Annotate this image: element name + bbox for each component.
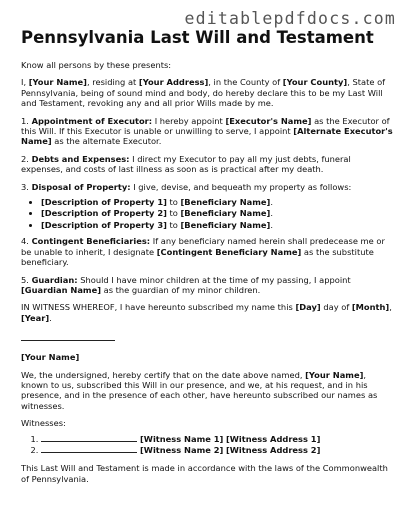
- text: I,: [21, 77, 29, 88]
- section-executor: [21, 116, 393, 147]
- text: I give, devise, and bequeath my property as follows:: [130, 181, 352, 192]
- closing-paragraph: This Last Will and Testament is made in accordance with the laws of the Commonwealth of Pennsylvania.: [21, 463, 388, 484]
- text: as the alternate Executor.: [51, 136, 162, 147]
- section-heading: Disposal of Property:: [31, 181, 131, 192]
- property-field: [Description of Property 1]: [41, 197, 167, 208]
- witness-signature-line: [41, 445, 137, 453]
- witness-address-field: [Witness Address 2]: [225, 444, 321, 455]
- text: as the substitute beneficiary.: [21, 246, 374, 268]
- witness-item: [41, 434, 393, 444]
- witness-whereof-paragraph: [21, 302, 393, 323]
- text: .: [270, 197, 273, 208]
- year-field: [Year]: [21, 312, 50, 323]
- section-number: 5.: [21, 274, 32, 285]
- section-number: 4.: [21, 236, 32, 247]
- text: , State of Pennsylvania, being of sound mind and body, do hereby declare this to be my Last Will and Testament, revoking any and all prior Wills made by me.: [21, 77, 386, 109]
- text: I hereby appoint: [152, 115, 226, 126]
- county-field: [Your County]: [282, 77, 348, 88]
- declaration-paragraph: [21, 77, 393, 108]
- witnesses-label: Witnesses:: [21, 418, 66, 429]
- beneficiary-field: [Beneficiary Name]: [180, 208, 271, 219]
- text: to: [166, 197, 181, 208]
- contingent-beneficiary-field: [Contingent Beneficiary Name]: [156, 246, 302, 257]
- section-number: 3.: [21, 181, 32, 192]
- alternate-executor-field: [Alternate Executor's Name]: [21, 126, 393, 147]
- section-number: 1.: [21, 115, 32, 126]
- testator-name-field: [Your Name]: [28, 77, 87, 88]
- text: to: [166, 219, 181, 230]
- section-contingent: [21, 236, 393, 267]
- site-brand: editablepdfdocs.com: [184, 9, 396, 28]
- property-field: [Description of Property 3]: [41, 219, 167, 230]
- text: as the Executor of this Will. If this Executor is unable or unwilling to serve, I appoint: [21, 115, 390, 137]
- witness-name-field: [Witness Name 1]: [140, 433, 224, 444]
- section-heading: Contingent Beneficiaries:: [31, 236, 151, 247]
- month-field: [Month]: [351, 302, 390, 313]
- property-item: [41, 220, 393, 230]
- text: Should I have minor children at the time of my passing, I appoint: [77, 274, 351, 285]
- section-heading: Guardian:: [31, 274, 78, 285]
- text: I direct my Executor to pay all my just debts, funeral expenses, and costs of last illness as soon as is practical after my death.: [21, 153, 351, 175]
- property-item: [41, 208, 393, 218]
- witness-signature-line: [41, 434, 137, 442]
- text: .: [270, 219, 273, 230]
- witness-address-field: [Witness Address 1]: [225, 433, 321, 444]
- text: to: [166, 208, 181, 219]
- intro-paragraph: Know all persons by these presents:: [21, 60, 172, 70]
- text: .: [270, 208, 273, 219]
- text: day of: [320, 302, 352, 313]
- text: as the guardian of my minor children.: [100, 284, 261, 295]
- text: ,: [389, 302, 392, 313]
- text: , residing at: [86, 77, 139, 88]
- text: , in the County of: [208, 77, 283, 88]
- beneficiary-field: [Beneficiary Name]: [180, 197, 271, 208]
- signature-name: [21, 352, 393, 362]
- section-number: 2.: [21, 153, 32, 164]
- property-item: [41, 197, 393, 207]
- beneficiary-field: [Beneficiary Name]: [180, 219, 271, 230]
- text: IN WITNESS WHEREOF, I have hereunto subscribed my name this: [21, 302, 296, 313]
- document-title: Pennsylvania Last Will and Testament: [21, 28, 374, 47]
- text: If any beneficiary named herein shall predecease me or be unable to inherit, I designate: [21, 236, 385, 257]
- testator-signature-line: [21, 330, 115, 341]
- text: We, the undersigned, hereby certify that on the date above named,: [21, 369, 306, 380]
- property-field: [Description of Property 2]: [41, 208, 167, 219]
- witness-name-field: [Witness Name 2]: [140, 444, 224, 455]
- section-heading: Appointment of Executor:: [31, 115, 153, 126]
- witness-item: [41, 445, 393, 455]
- signature-name-field: [Your Name]: [21, 352, 80, 363]
- witness-list: [21, 434, 393, 456]
- section-property: [21, 182, 393, 192]
- executor-name-field: [Executor's Name]: [225, 115, 312, 126]
- section-heading: Debts and Expenses:: [31, 153, 130, 164]
- attestation-paragraph: [21, 370, 393, 412]
- testator-name-field: [Your Name]: [305, 369, 364, 380]
- section-guardian: [21, 275, 393, 296]
- guardian-name-field: [Guardian Name]: [21, 284, 101, 295]
- section-debts: [21, 154, 393, 175]
- day-field: [Day]: [295, 302, 321, 313]
- text: .: [49, 312, 52, 323]
- will-body: [21, 60, 393, 491]
- address-field: [Your Address]: [138, 77, 209, 88]
- property-list: [21, 197, 393, 230]
- text: , known to us, subscribed this Will in our presence, and we, at his request, and in his presence, and in the presence of each other, have hereunto subscribed our names as witnesses.: [21, 369, 378, 411]
